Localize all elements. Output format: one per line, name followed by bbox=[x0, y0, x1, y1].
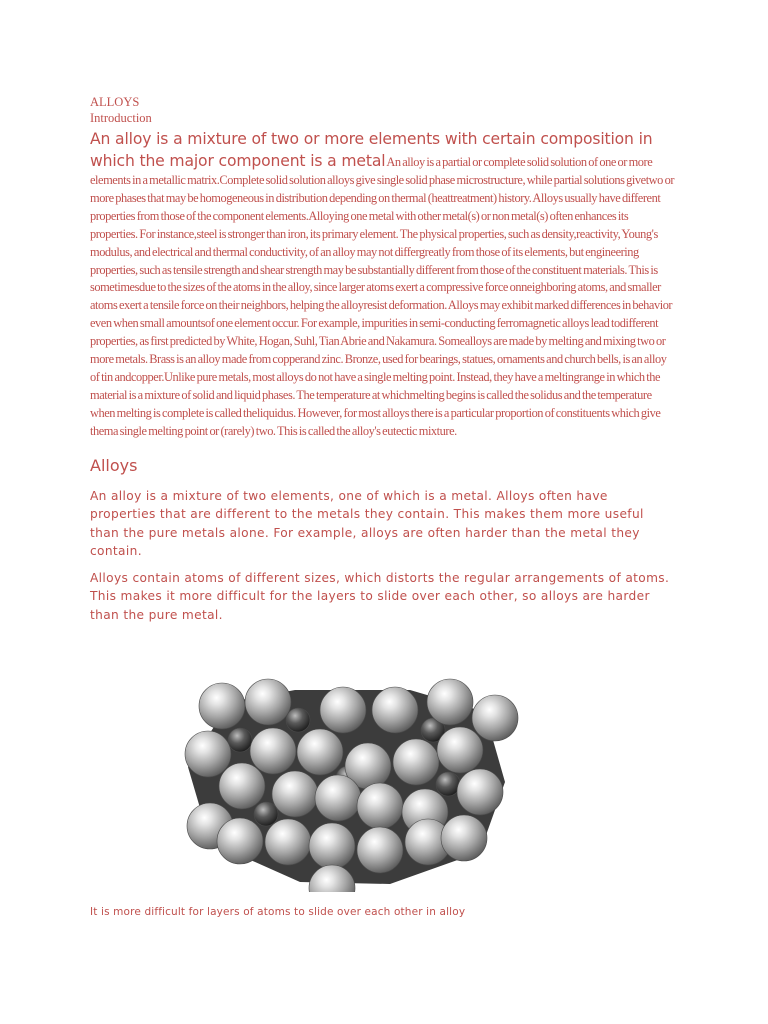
lead-paragraph bbox=[90, 128, 676, 441]
large-atom bbox=[357, 827, 403, 873]
large-atom bbox=[309, 823, 355, 869]
large-atom bbox=[272, 771, 318, 817]
document-title: ALLOYS bbox=[90, 95, 140, 109]
large-atom bbox=[320, 687, 366, 733]
figure-caption: It is more difficult for layers of atoms to slide over each other in alloy bbox=[90, 906, 466, 918]
large-atom bbox=[297, 729, 343, 775]
small-atom bbox=[254, 802, 278, 826]
lead-body-text: An alloy is a partial or complete solid solution of one or more elements in a metallic matrix.Complete solid solution alloys give single solid phase microstructure, while partial solutions givetwo or more phases that may be homogeneous in distribution depending on thermal (heattreatment) history. Alloys usually have different properties from those of the component elements.Alloying one metal with other metal(s) or non metal(s) often enhances its properties. For instance,steel is stronger than iron, its primary element. The physical properties, such as density,reactivity, Young's modulus, and electrical and thermal conductivity, of an alloy may not differgreatly from those of its elements, but engineering properties, such as tensile strength and shear strength may be substantially different from those of the constituent materials. This is sometimesdue to the sizes of the atoms in the alloy, since larger atoms exert a compressive force onneighboring atoms, and smaller atoms exert a tensile force on their neighbors, helping the alloyresist deformation. Alloys may exhibit marked differences in behavior even when small amountsof one element occur. For example, impurities in semi-conducting ferromagnetic alloys lead todifferent properties, as first predicted by White, Hogan, Suhl, Tian Abrie and Nakamura. Somealloys are made by melting and mixing two or more metals. Brass is an alloy made from copperand zinc. Bronze, used for bearings, statues, ornaments and church bells, is an alloy of tin andcopper.Unlike pure metals, most alloys do not have a single melting point. Instead, they have a meltingrange in which the material is a mixture of solid and liquid phases. The temperature at whichmelting begins is called the solidus and the temperature when melting is complete is called theliquidus. However, for most alloys there is a particular proportion of constituents which give thema single melting point or (rarely) two. This is called the alloy's eutectic mixture. bbox=[90, 155, 674, 438]
alloy-atoms-figure bbox=[180, 672, 520, 892]
body-paragraph-1: An alloy is a mixture of two elements, one of which is a metal. Alloys often have properties that are different to the metals they contain. This makes them more useful than the pure metals alone. For example, alloys are often harder than the metal they contain. bbox=[90, 488, 644, 559]
large-atom bbox=[315, 775, 361, 821]
large-atom bbox=[441, 815, 487, 861]
large-atom bbox=[457, 769, 503, 815]
document-body bbox=[90, 94, 676, 624]
large-atom bbox=[217, 818, 263, 864]
lead-heading: An alloy is a mixture of two or more elements with certain composition in which the major component is a metal bbox=[90, 130, 653, 170]
large-atom bbox=[245, 679, 291, 725]
body-paragraph-2: Alloys contain atoms of different sizes, which distorts the regular arrangements of atoms. This makes it more difficult for the layers to slide over each other, so alloys are harder than the pure metal. bbox=[90, 570, 670, 622]
small-atom bbox=[228, 728, 252, 752]
document-subtitle: Introduction bbox=[90, 111, 152, 125]
large-atom bbox=[393, 739, 439, 785]
large-atom bbox=[219, 763, 265, 809]
large-atom bbox=[199, 683, 245, 729]
large-atom bbox=[185, 731, 231, 777]
large-atom bbox=[472, 695, 518, 741]
section-heading: Alloys bbox=[90, 455, 138, 475]
small-atom bbox=[436, 772, 460, 796]
large-atom bbox=[357, 783, 403, 829]
large-atom bbox=[437, 727, 483, 773]
large-atom bbox=[250, 728, 296, 774]
large-atom bbox=[427, 679, 473, 725]
small-atom bbox=[286, 708, 310, 732]
large-atom bbox=[265, 819, 311, 865]
large-atom bbox=[372, 687, 418, 733]
